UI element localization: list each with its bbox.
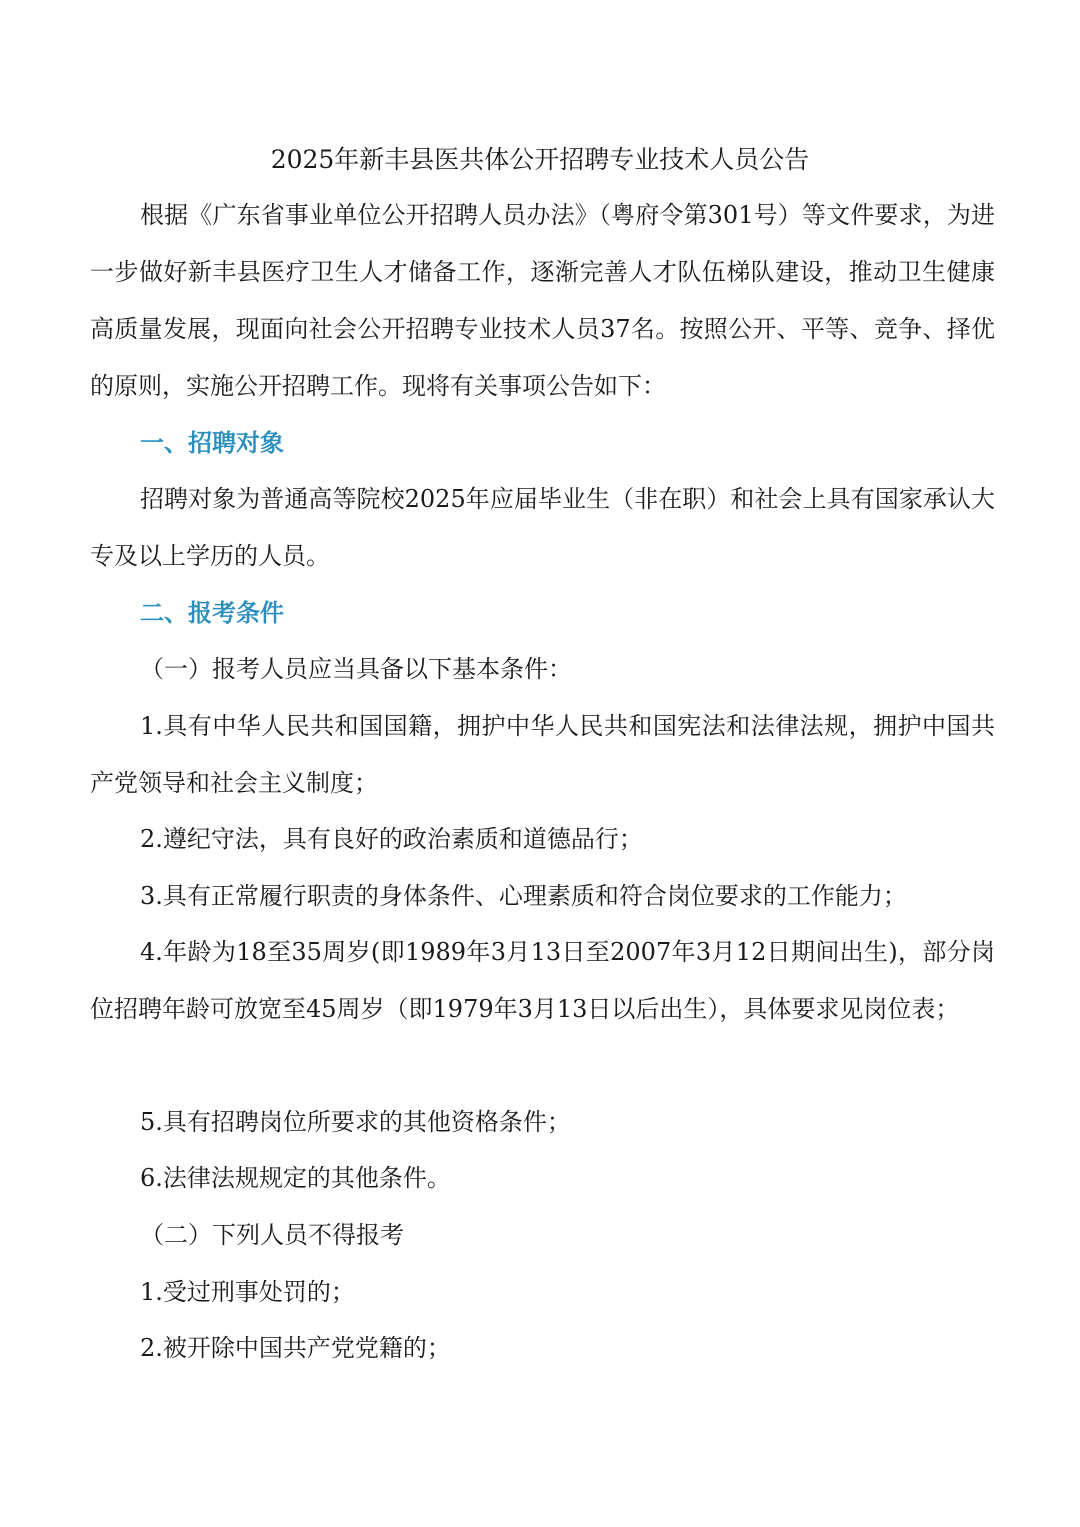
section-heading-recruitment-targets: 一、招聘对象 xyxy=(140,428,284,457)
recruitment-targets-paragraph: 招聘对象为普通高等院校2025年应届毕业生（非在职）和社会上具有国家承认大专及以上学历的人员。 xyxy=(90,485,995,570)
list-item: 5.具有招聘岗位所要求的其他资格条件； xyxy=(140,1108,571,1136)
subsection-basic-conditions: （一）报考人员应当具备以下基本条件： xyxy=(140,655,572,683)
list-item: 2.被开除中国共产党党籍的； xyxy=(140,1334,451,1362)
list-item: 4.年龄为18至35周岁(即1989年3月13日至2007年3月12日期间出生)，部分岗位招聘年龄可放宽至45周岁（即1979年3月13日以后出生），具体要求见岗位表； xyxy=(90,938,995,1023)
list-item: 2.遵纪守法，具有良好的政治素质和道德品行； xyxy=(140,825,643,853)
section-heading-application-conditions: 二、报考条件 xyxy=(140,598,284,627)
document-title: 2025年新丰县医共体公开招聘专业技术人员公告 xyxy=(270,145,810,174)
list-item: 1.具有中华人民共和国国籍，拥护中华人民共和国宪法和法律法规，拥护中国共产党领导和社会主义制度； xyxy=(90,712,995,797)
list-item: 6.法律法规规定的其他条件。 xyxy=(140,1164,451,1192)
list-item: 3.具有正常履行职责的身体条件、心理素质和符合岗位要求的工作能力； xyxy=(140,882,907,910)
list-item: 1.受过刑事处罚的； xyxy=(140,1278,355,1306)
subsection-excluded-persons: （二）下列人员不得报考 xyxy=(140,1221,404,1249)
intro-paragraph: 根据《广东省事业单位公开招聘人员办法》（粤府令第301号）等文件要求，为进一步做好新丰县医疗卫生人才储备工作，逐渐完善人才队伍梯队建设，推动卫生健康高质量发展，现面向社会公开招聘专业技术人员37名。按照公开、平等、竞争、择优的原则，实施公开招聘工作。现将有关事项公告如下： xyxy=(90,201,995,400)
